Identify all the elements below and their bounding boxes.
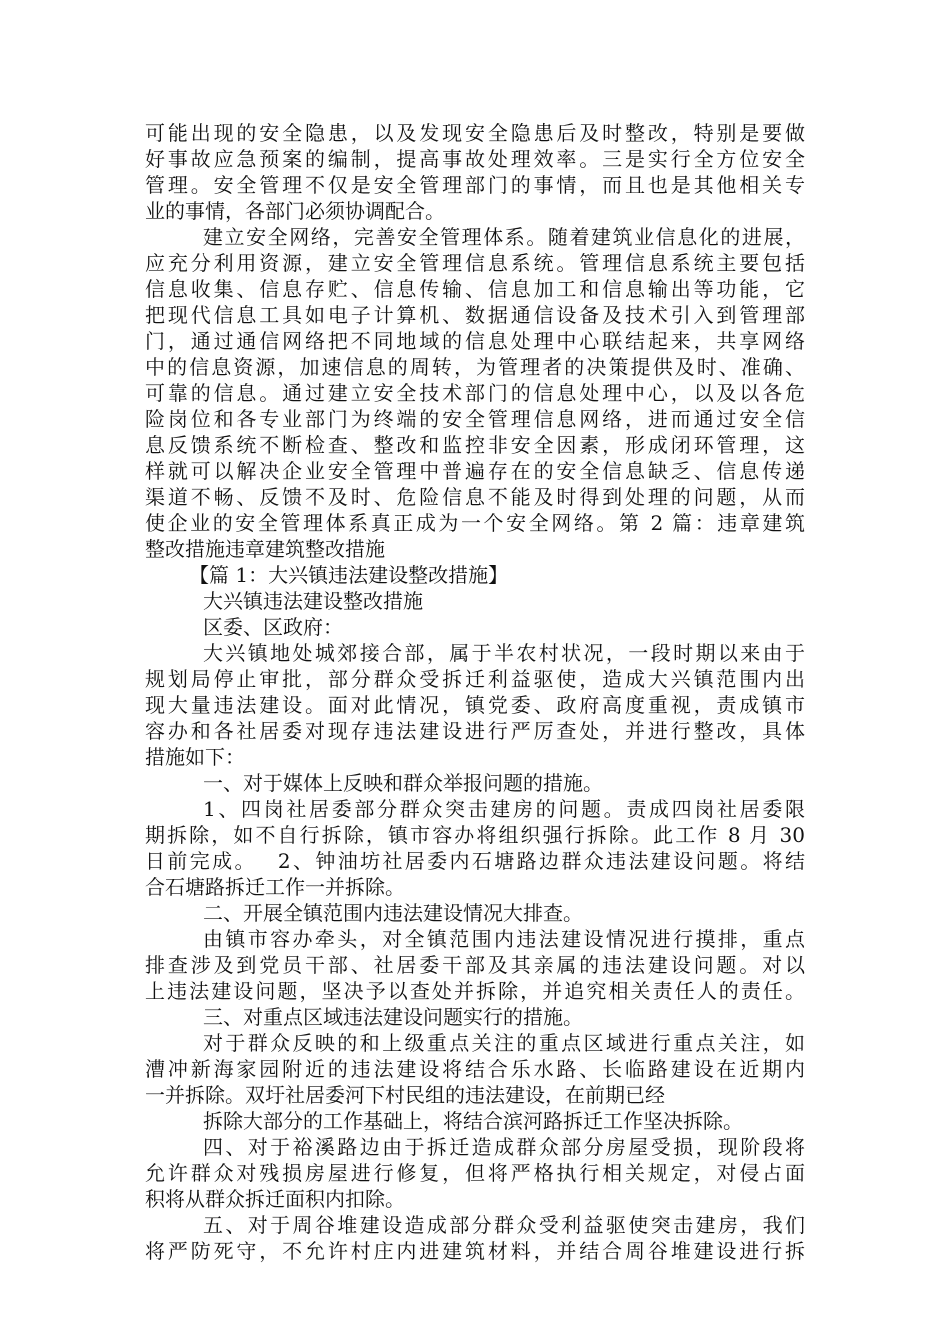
text-line: 息反馈系统不断检查、整改和监控非安全因素，形成闭环管理，这 xyxy=(145,433,805,457)
text-line: 大兴镇违法建设整改措施 xyxy=(203,589,423,613)
text-line: 允许群众对残损房屋进行修复，但将严格执行相关规定，对侵占面 xyxy=(145,1161,805,1185)
text-line: 门，通过通信网络把不同地域的信息处理中心联结起来，共享网络 xyxy=(145,329,805,353)
text-line: 一并拆除。双圩社居委河下村民组的违法建设，在前期已经 xyxy=(145,1083,665,1107)
text-line: 三、对重点区域违法建设问题实行的措施。 xyxy=(203,1005,583,1029)
text-line: 险岗位和各专业部门为终端的安全管理信息网络，进而通过安全信 xyxy=(145,407,805,431)
text-line: 中的信息资源，加速信息的周转，为管理者的决策提供及时、准确、 xyxy=(145,355,805,379)
text-line: 可能出现的安全隐患，以及发现安全隐患后及时整改，特别是要做 xyxy=(145,121,805,145)
text-line: 合石塘路拆迁工作一并拆除。 xyxy=(145,875,405,899)
text-line: 积将从群众拆迁面积内扣除。 xyxy=(145,1187,405,1211)
text-line: 渠道不畅、反馈不及时、危险信息不能及时得到处理的问题，从而 xyxy=(145,485,805,509)
document-body xyxy=(145,120,805,1264)
text-line: 由镇市容办牵头，对全镇范围内违法建设情况进行摸排，重点 xyxy=(203,927,805,951)
text-line: 管理。安全管理不仅是安全管理部门的事情，而且也是其他相关专 xyxy=(145,173,805,197)
text-line: 样就可以解决企业安全管理中普遍存在的安全信息缺乏、信息传递 xyxy=(145,459,805,483)
text-line: 上违法建设问题，坚决予以查处并拆除，并追究相关责任人的责任。 xyxy=(145,979,805,1003)
text-line: 应充分利用资源，建立安全管理信息系统。管理信息系统主要包括 xyxy=(145,251,805,275)
text-line: 大兴镇地处城郊接合部，属于半农村状况，一段时期以来由于 xyxy=(203,641,805,665)
text-line: 五、对于周谷堆建设造成部分群众受利益驱使突击建房，我们 xyxy=(203,1213,805,1237)
text-line: 【篇 1：大兴镇违法建设整改措施】 xyxy=(189,563,509,587)
text-line: 拆除大部分的工作基础上，将结合滨河路拆迁工作坚决拆除。 xyxy=(203,1109,743,1133)
text-line: 业的事情，各部门必须协调配合。 xyxy=(145,199,445,223)
text-line: 二、开展全镇范围内违法建设情况大排查。 xyxy=(203,901,583,925)
text-line: 规划局停止审批，部分群众受拆迁利益驱使，造成大兴镇范围内出 xyxy=(145,667,805,691)
text-line: 把现代信息工具如电子计算机、数据通信设备及技术引入到管理部 xyxy=(145,303,805,327)
text-line: 现大量违法建设。面对此情况，镇党委、政府高度重视，责成镇市 xyxy=(145,693,805,717)
text-line: 使企业的安全管理体系真正成为一个安全网络。第 2 篇：违章建筑 xyxy=(145,511,805,535)
text-line: 整改措施违章建筑整改措施 xyxy=(145,537,385,561)
text-line: 建立安全网络，完善安全管理体系。随着建筑业信息化的进展， xyxy=(203,225,805,249)
text-line: 一、对于媒体上反映和群众举报问题的措施。 xyxy=(203,771,603,795)
text-line: 1、四岗社居委部分群众突击建房的问题。责成四岗社居委限 xyxy=(203,797,805,821)
text-line: 好事故应急预案的编制，提高事故处理效率。三是实行全方位安全 xyxy=(145,147,805,171)
text-line: 漕冲新海家园附近的违法建设将结合乐水路、长临路建设在近期内 xyxy=(145,1057,805,1081)
text-line: 信息收集、信息存贮、信息传输、信息加工和信息输出等功能，它 xyxy=(145,277,805,301)
text-line: 容办和各社居委对现存违法建设进行严厉查处，并进行整改，具体 xyxy=(145,719,805,743)
text-line: 排查涉及到党员干部、社居委干部及其亲属的违法建设问题。对以 xyxy=(145,953,805,977)
text-line: 可靠的信息。通过建立安全技术部门的信息处理中心，以及以各危 xyxy=(145,381,805,405)
text-line: 对于群众反映的和上级重点关注的重点区域进行重点关注，如 xyxy=(203,1031,805,1055)
text-line: 区委、区政府： xyxy=(203,615,343,639)
text-line: 将严防死守，不允许村庄内进建筑材料，并结合周谷堆建设进行拆 xyxy=(145,1239,805,1263)
text-line: 四、对于裕溪路边由于拆迁造成群众部分房屋受损，现阶段将 xyxy=(203,1135,805,1159)
text-line: 措施如下： xyxy=(145,745,245,769)
text-line: 期拆除，如不自行拆除，镇市容办将组织强行拆除。此工作 8 月 30 xyxy=(145,823,805,847)
text-line: 日前完成。 2、钟油坊社居委内石塘路边群众违法建设问题。将结 xyxy=(145,849,805,873)
